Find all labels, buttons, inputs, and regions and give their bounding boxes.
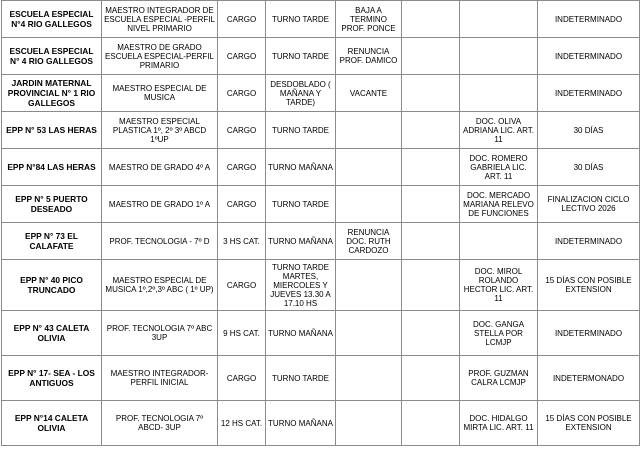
- position-cell: PROF. TECNOLOGIA - 7º D: [102, 223, 218, 260]
- duration-cell: 30 DÍAS: [538, 149, 640, 186]
- duration-cell: INDETERMINADO: [538, 38, 640, 75]
- type-cell: 12 HS CAT.: [218, 401, 266, 446]
- duration-cell: FINALIZACION CICLO LECTIVO 2026: [538, 186, 640, 223]
- duration-cell: 30 DÍAS: [538, 112, 640, 149]
- duration-cell: INDETERMONADO: [538, 356, 640, 401]
- position-cell: MAESTRO DE GRADO 1º A: [102, 186, 218, 223]
- position-cell: MAESTRO ESPECIAL DE MUSICA: [102, 75, 218, 112]
- shift-cell: TURNO MAÑANA: [266, 149, 336, 186]
- empty-cell: [402, 112, 460, 149]
- shift-cell: TURNO MAÑANA: [266, 223, 336, 260]
- school-cell: EPP N° 5 PUERTO DESEADO: [2, 186, 102, 223]
- duration-cell: 15 DÍAS CON POSIBLE EXTENSION: [538, 401, 640, 446]
- type-cell: CARGO: [218, 149, 266, 186]
- reason-cell: [336, 311, 402, 356]
- type-cell: CARGO: [218, 186, 266, 223]
- reason-cell: [336, 112, 402, 149]
- school-cell: ESCUELA ESPECIAL N°4 RIO GALLEGOS: [2, 1, 102, 38]
- table-row: [2, 356, 640, 401]
- position-cell: MAESTRO ESPECIAL DE MUSICA 1º,2º,3º ABC ( 1º UP): [102, 260, 218, 311]
- type-cell: CARGO: [218, 38, 266, 75]
- table-row: [2, 149, 640, 186]
- type-cell: 3 HS CAT.: [218, 223, 266, 260]
- table-row: [2, 311, 640, 356]
- position-cell: PROF. TECNOLOGIA 7º ABC 3UP: [102, 311, 218, 356]
- reason-cell: RENUNCIA PROF. DAMICO: [336, 38, 402, 75]
- replaced-cell: DOC. HIDALGO MIRTA LIC. ART. 11: [460, 401, 538, 446]
- duration-cell: INDETERMINADO: [538, 223, 640, 260]
- school-cell: EPP N° 53 LAS HERAS: [2, 112, 102, 149]
- empty-cell: [402, 260, 460, 311]
- reason-cell: [336, 401, 402, 446]
- position-cell: PROF. TECNOLOGIA 7º ABCD- 3UP: [102, 401, 218, 446]
- school-cell: EPP N° 73 EL CALAFATE: [2, 223, 102, 260]
- table-row: [2, 401, 640, 446]
- duration-cell: INDETERMINADO: [538, 1, 640, 38]
- shift-cell: TURNO TARDE: [266, 38, 336, 75]
- reason-cell: BAJA A TERMINO PROF. PONCE: [336, 1, 402, 38]
- reason-cell: [336, 186, 402, 223]
- reason-cell: [336, 356, 402, 401]
- replaced-cell: DOC. ROMERO GABRIELA LIC. ART. 11: [460, 149, 538, 186]
- replaced-cell: [460, 75, 538, 112]
- school-cell: EPP N° 17- SEA - LOS ANTIGUOS: [2, 356, 102, 401]
- table-row: [2, 75, 640, 112]
- empty-cell: [402, 1, 460, 38]
- position-cell: MAESTRO INTEGRADOR- PERFIL INICIAL: [102, 356, 218, 401]
- duration-cell: INDETERMINADO: [538, 75, 640, 112]
- duration-cell: 15 DÍAS CON POSIBLE EXTENSION: [538, 260, 640, 311]
- table-row: [2, 1, 640, 38]
- duration-cell: INDETERMINADO: [538, 311, 640, 356]
- school-cell: EPP N°84 LAS HERAS: [2, 149, 102, 186]
- shift-cell: TURNO TARDE: [266, 1, 336, 38]
- replaced-cell: DOC. MERCADO MARIANA RELEVO DE FUNCIONES: [460, 186, 538, 223]
- shift-cell: TURNO TARDE: [266, 112, 336, 149]
- empty-cell: [402, 223, 460, 260]
- vacancy-table: [1, 0, 640, 446]
- type-cell: CARGO: [218, 260, 266, 311]
- empty-cell: [402, 401, 460, 446]
- empty-cell: [402, 311, 460, 356]
- reason-cell: [336, 260, 402, 311]
- table-row: [2, 223, 640, 260]
- empty-cell: [402, 75, 460, 112]
- table-row: [2, 260, 640, 311]
- shift-cell: TURNO TARDE: [266, 186, 336, 223]
- reason-cell: [336, 149, 402, 186]
- shift-cell: TURNO TARDE: [266, 356, 336, 401]
- empty-cell: [402, 149, 460, 186]
- school-cell: EPP N° 43 CALETA OLIVIA: [2, 311, 102, 356]
- empty-cell: [402, 356, 460, 401]
- shift-cell: TURNO MAÑANA: [266, 401, 336, 446]
- type-cell: CARGO: [218, 75, 266, 112]
- position-cell: MAESTRO ESPECIAL PLASTICA 1º, 2º 3º ABCD 1ºUP: [102, 112, 218, 149]
- reason-cell: VACANTE: [336, 75, 402, 112]
- empty-cell: [402, 186, 460, 223]
- school-cell: ESCUELA ESPECIAL N° 4 RIO GALLEGOS: [2, 38, 102, 75]
- position-cell: MAESTRO DE GRADO 4º A: [102, 149, 218, 186]
- replaced-cell: DOC. MIROL ROLANDO HECTOR LIC. ART. 11: [460, 260, 538, 311]
- type-cell: CARGO: [218, 356, 266, 401]
- school-cell: JARDIN MATERNAL PROVINCIAL N° 1 RIO GALLEGOS: [2, 75, 102, 112]
- school-cell: EPP N° 40 PICO TRUNCADO: [2, 260, 102, 311]
- replaced-cell: DOC. GANGA STELLA POR LCMJP: [460, 311, 538, 356]
- shift-cell: TURNO MAÑANA: [266, 311, 336, 356]
- school-cell: EPP N°14 CALETA OLIVIA: [2, 401, 102, 446]
- table-row: [2, 112, 640, 149]
- position-cell: MAESTRO DE GRADO ESCUELA ESPECIAL-PERFIL PRIMARIO: [102, 38, 218, 75]
- replaced-cell: [460, 1, 538, 38]
- replaced-cell: [460, 38, 538, 75]
- type-cell: 9 HS CAT.: [218, 311, 266, 356]
- table-row: [2, 186, 640, 223]
- shift-cell: DESDOBLADO ( MAÑANA Y TARDE): [266, 75, 336, 112]
- replaced-cell: PROF. GUZMAN CALRA LCMJP: [460, 356, 538, 401]
- table-row: [2, 38, 640, 75]
- replaced-cell: DOC. OLIVA ADRIANA LIC. ART. 11: [460, 112, 538, 149]
- empty-cell: [402, 38, 460, 75]
- replaced-cell: [460, 223, 538, 260]
- type-cell: CARGO: [218, 1, 266, 38]
- type-cell: CARGO: [218, 112, 266, 149]
- reason-cell: RENUNCIA DOC. RUTH CARDOZO: [336, 223, 402, 260]
- position-cell: MAESTRO INTEGRADOR DE ESCUELA ESPECIAL -PERFIL NIVEL PRIMARIO: [102, 1, 218, 38]
- shift-cell: TURNO TARDE MARTES, MIERCOLES Y JUEVES 13.30 A 17.10 HS: [266, 260, 336, 311]
